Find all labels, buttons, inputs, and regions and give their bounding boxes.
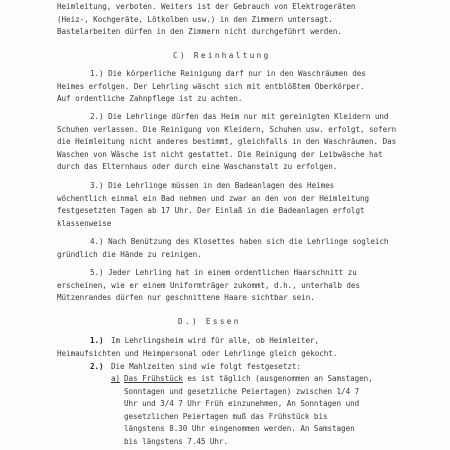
c-p5-line-3: Mützenrandes dürfen nur geschnittene Haare sichtbar sein.: [57, 293, 315, 303]
c-p4-line-2: gründlich die Hände zu reinigen.: [57, 249, 202, 259]
c-p1-line-3: Auf ordentliche Zahnpflege ist zu achten.: [57, 94, 243, 104]
c-p4-line-1: 4.) Nach Benützung des Klosettes haben sich die Lehrlinge sogleich: [90, 237, 389, 246]
c-p2-line-5: durch das Elternhaus oder durch eine Waschanstalt zu erfolgen.: [57, 162, 338, 172]
c-p1-line-2: Heimes erfolgen. Der Lehrling wäscht sich mit entblößtem Oberkörper.: [57, 81, 365, 91]
intro-line-2: (Heiz-, Kochgeräte, Lötkolben usw.) in den Zimmern untersagt.: [57, 14, 333, 24]
d-p1-number: 1.): [90, 336, 104, 345]
intro-line-1: Heimleitung, verboten. Weiters ist der Gebrauch von Elektrogeräten: [57, 2, 356, 11]
c-p1-line-1: 1.) Die körperliche Reinigung darf nur in den Waschräumen des: [90, 69, 366, 78]
c-p5-line-1: 5.) Jeder Lehrling hat in einem ordentlichen Haarschnitt zu: [90, 268, 357, 277]
c-p3-line-2: wöchentlich einmal ein Bad nehmen und zwar an den von der Heimleitung: [57, 193, 370, 203]
d-a-first-line: [124, 373, 373, 386]
d-a-first-text: es ist täglich (ausgenommen an Samstagen,: [182, 374, 373, 383]
c-p3-line-3: festgesetzten Tagen ab 17 Uhr. Der Einlaß in die Badeanlagen erfolgt: [57, 206, 365, 216]
d-a-line-2: Sonntagen und gesetzliche Peiertagen) zwischen 1/4 7: [124, 386, 360, 396]
c-p2-line-2: Schuhen verlassen. Die Reinigung von Kleidern, Schuhen usw. erfolgt, sofern: [57, 124, 397, 134]
d-p1-line-2: Heimaufsichten und Heimpersonal oder Lehrlinge gleich gekocht.: [57, 348, 338, 358]
d-p2-number: 2.): [90, 361, 104, 371]
d-a-label: a): [111, 374, 121, 383]
d-a-line-5: längstens 8.30 Uhr eingenommen werden. An Samstagen: [124, 424, 355, 434]
d-a-line-4: gesetzlichen Peiertagen muß das Frühstück bis: [124, 411, 328, 421]
c-p5-line-2: erscheinen, wie er einem Uniformträger zukommt, d.h., unterhalb des: [57, 280, 360, 290]
section-d-heading: D.) Essen: [178, 317, 241, 326]
c-p3-line-1: 3.) Die Lehrlinge müssen in den Badeanlagen des Heimes: [90, 181, 335, 190]
d-a-line-3: Uhr und 3/4 7 Uhr Früh einzunehmen, An Sonntagen und: [124, 399, 360, 409]
c-p2-line-1: 2.) Die Lehrlinge dürfen das Heim nur mit gereinigten Kleidern und: [90, 112, 389, 121]
c-p2-line-3: die Heimleitung nicht anderes bestimmt, gleichfalls in den Waschräumen. Das: [57, 137, 397, 147]
d-p2-line: Die Mahlzeiten sind wie folgt festgesetzt:: [111, 361, 301, 371]
c-p2-line-4: Waschen von Wäsche ist nicht gestattet. Die Reinigung der Leibwäsche hat: [57, 149, 383, 159]
d-a-title: Das Frühstück: [124, 374, 183, 383]
d-a-line-6: bis längstens 7.45 Uhr.: [124, 437, 229, 446]
c-p3-line-4: klassenweise: [57, 218, 112, 228]
intro-line-3: Bastelarbeiten dürfen in den Zimmern nicht durchgeführt werden.: [57, 27, 342, 37]
section-c-heading: C) Reinhaltung: [173, 51, 271, 60]
d-p1-line-1: Im Lehrlingsheim wird für alle, ob Heimleiter,: [111, 336, 320, 345]
